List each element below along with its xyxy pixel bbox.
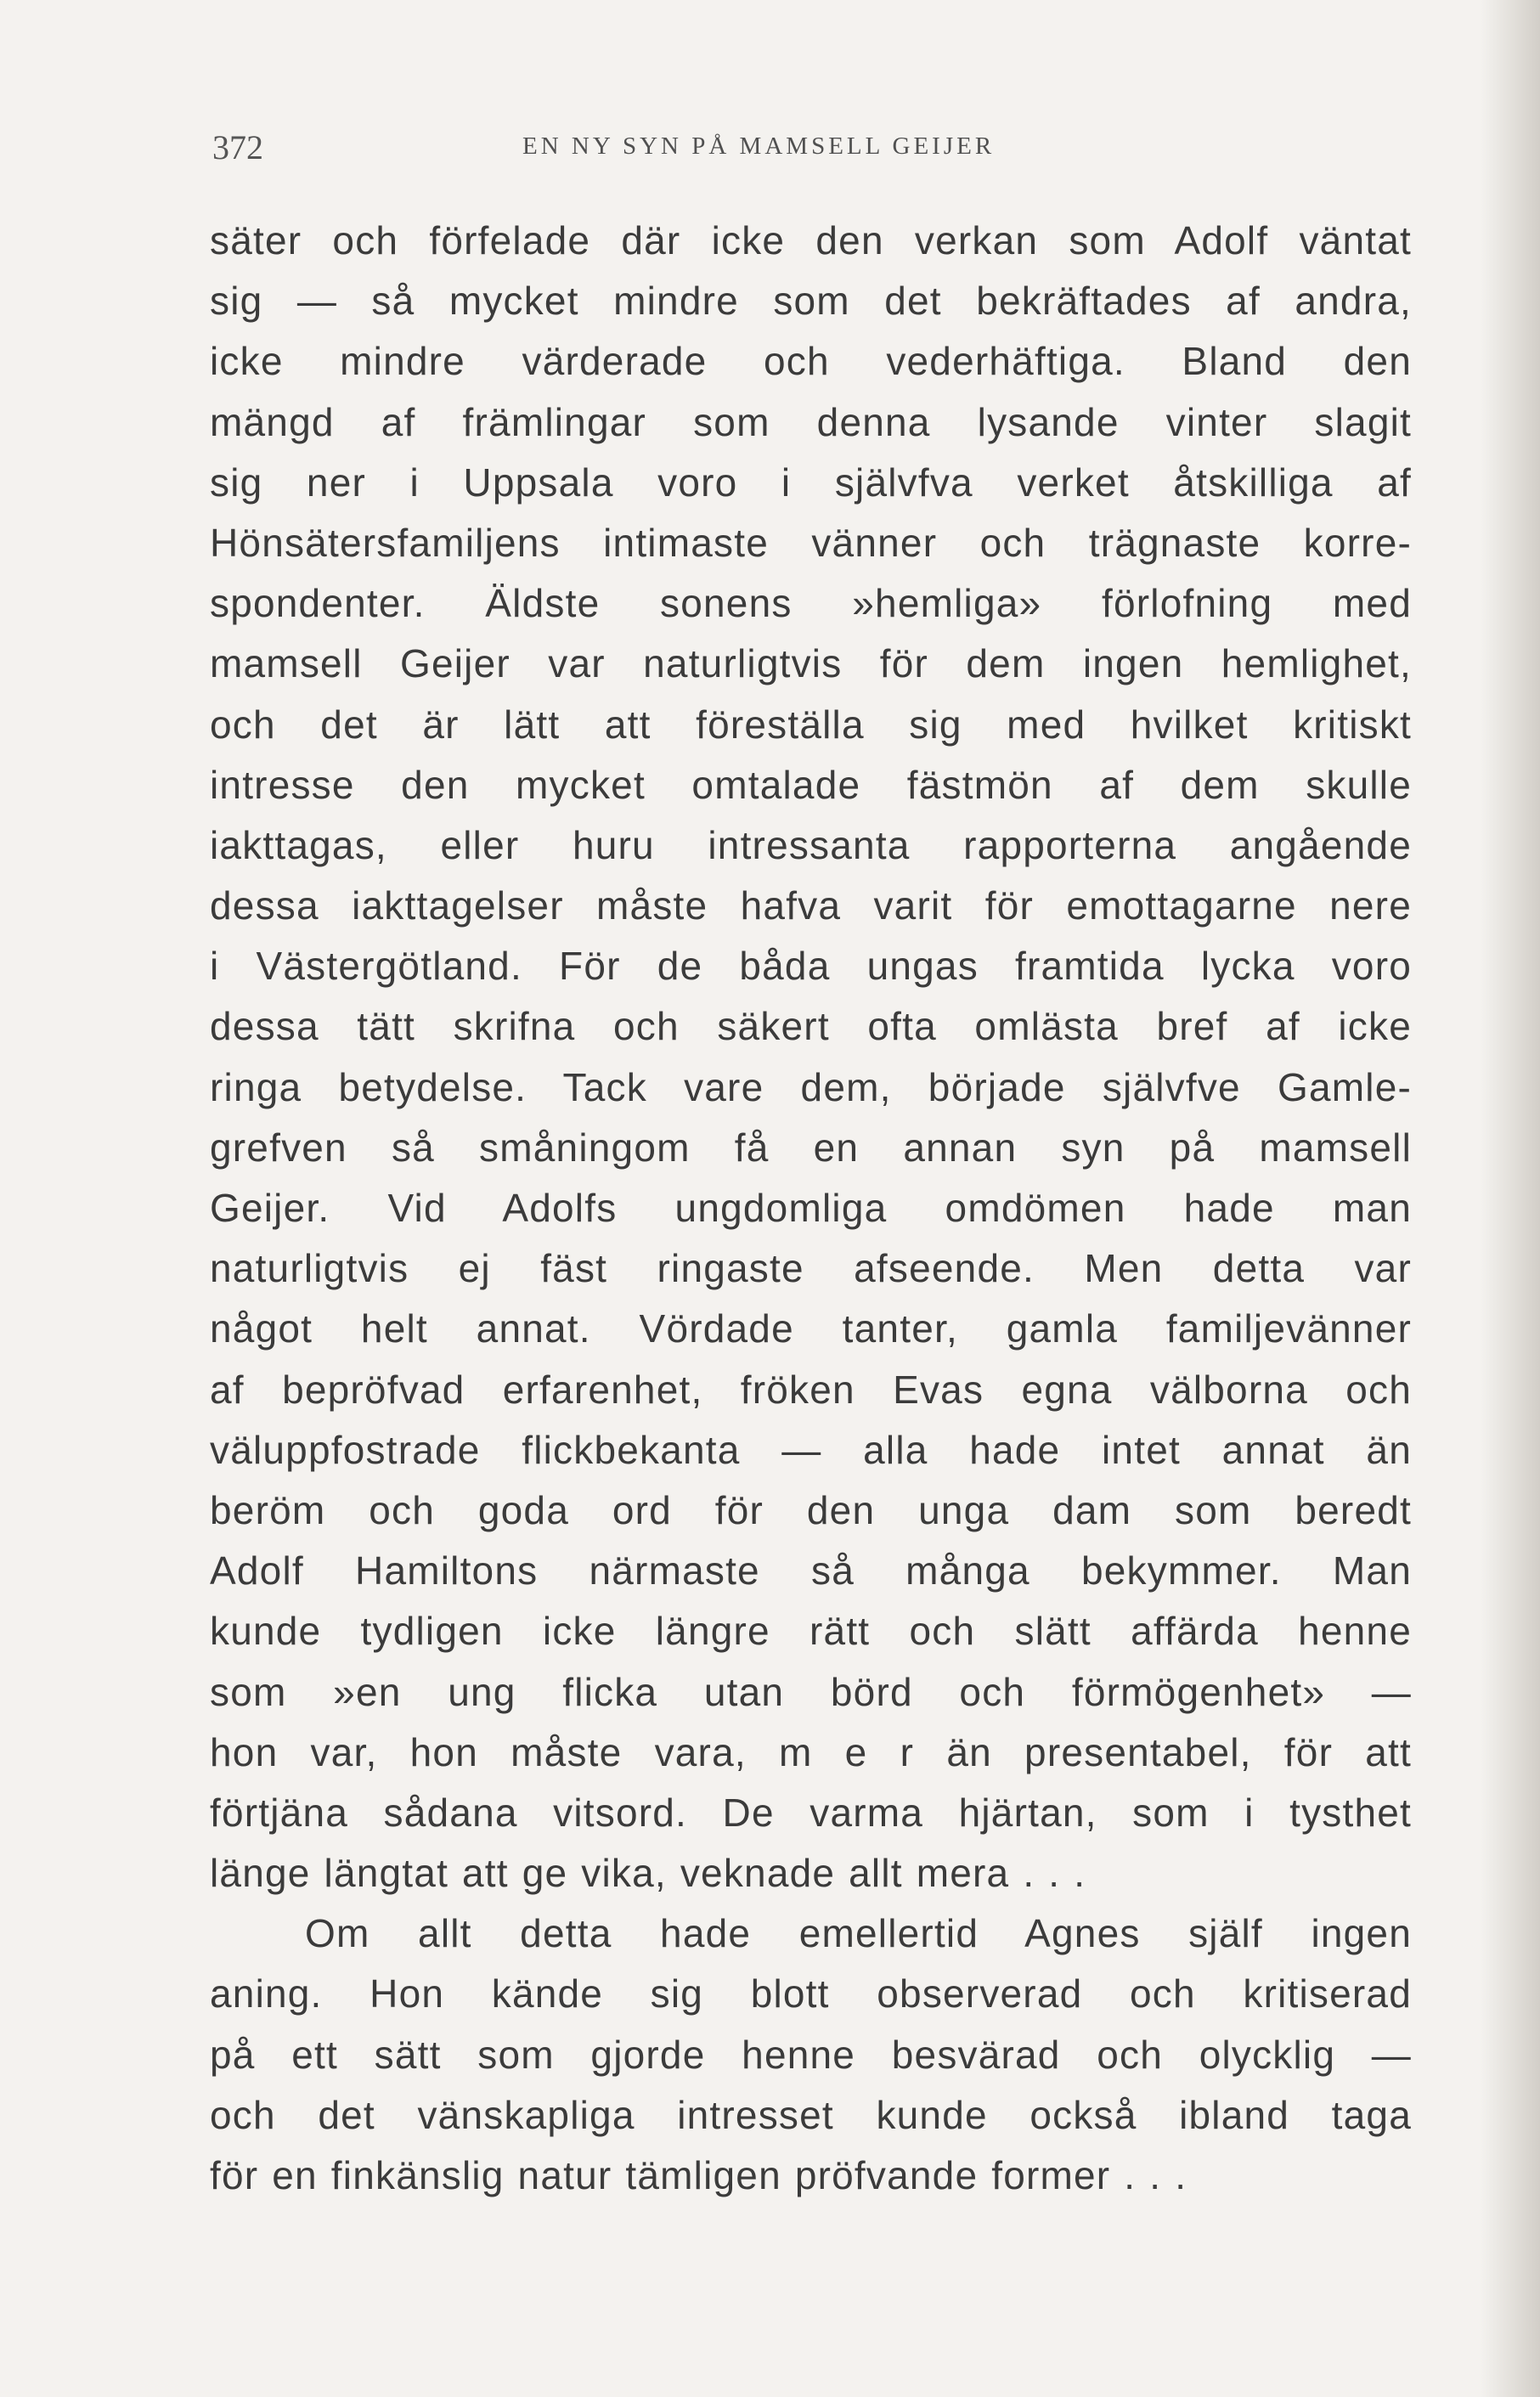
- text-line: länge längtat att ge vika, veknade allt mera . . .: [210, 1851, 1086, 1896]
- text-line: intresse den mycket omtalade fästmön af dem skulle: [210, 762, 1412, 807]
- running-head: EN NY SYN PÅ MAMSELL GEIJER: [522, 133, 996, 160]
- text-line: mamsell Geijer var naturligtvis för dem ingen hemlighet,: [210, 641, 1412, 686]
- text-line: Adolf Hamiltons närmaste så många bekymmer. Man: [210, 1548, 1412, 1593]
- page-number: 372: [212, 128, 263, 166]
- text-line: af bepröfvad erfarenhet, fröken Evas egna välborna och: [210, 1367, 1412, 1412]
- text-line: Geijer. Vid Adolfs ungdomliga omdömen hade man: [210, 1186, 1412, 1230]
- text-line: iakttagas, eller huru intressanta rapporterna angående: [210, 822, 1412, 867]
- paragraph-first-line: Om allt detta hade emellertid Agnes själf ingen: [305, 1911, 1412, 1956]
- text-line: hon var, hon måste vara, m e r än presentabel, för att: [210, 1729, 1412, 1774]
- text-line: sig — så mycket mindre som det bekräftades af andra,: [210, 279, 1412, 324]
- text-line: naturligtvis ej fäst ringaste afseende. Men detta var: [210, 1246, 1412, 1291]
- text-line: och det vänskapliga intresset kunde också ibland taga: [210, 2092, 1412, 2137]
- page-edge-shadow: [1481, 0, 1540, 2397]
- text-line: spondenter. Äldste sonens »hemliga» förlofning med: [210, 581, 1412, 626]
- text-line: icke mindre värderade och vederhäftiga. Bland den: [210, 339, 1412, 384]
- body-text: [210, 211, 1412, 2206]
- text-line: väluppfostrade flickbekanta — alla hade intet annat än: [210, 1427, 1412, 1472]
- text-line: för en finkänslig natur tämligen pröfvande former . . .: [210, 2153, 1187, 2197]
- page-header: [212, 127, 1410, 178]
- text-line: förtjäna sådana vitsord. De varma hjärtan, som i tysthet: [210, 1790, 1412, 1835]
- text-line: beröm och goda ord för den unga dam som beredt: [210, 1487, 1412, 1532]
- text-line: som »en ung flicka utan börd och förmögenhet» —: [210, 1669, 1412, 1714]
- text-line: i Västergötland. För de båda ungas framtida lycka voro: [210, 944, 1412, 989]
- text-line: kunde tydligen icke längre rätt och slätt affärda henne: [210, 1609, 1412, 1654]
- text-line: mängd af främlingar som denna lysande vinter slagit: [210, 399, 1412, 444]
- text-line: Hönsätersfamiljens intimaste vänner och trägnaste korre-: [210, 520, 1412, 565]
- text-line: och det är lätt att föreställa sig med hvilket kritiskt: [210, 702, 1412, 747]
- text-line: grefven så småningom få en annan syn på mamsell: [210, 1125, 1412, 1170]
- text-line: dessa iakttagelser måste hafva varit för emottagarne nere: [210, 883, 1412, 928]
- text-line: sig ner i Uppsala voro i självfva verket åtskilliga af: [210, 460, 1412, 505]
- text-line: aning. Hon kände sig blott observerad och kritiserad: [210, 1971, 1412, 2016]
- text-line: på ett sätt som gjorde henne besvärad och olycklig —: [210, 2032, 1412, 2077]
- text-line: något helt annat. Vördade tanter, gamla familjevänner: [210, 1306, 1412, 1351]
- text-line: säter och förfelade där icke den verkan som Adolf väntat: [210, 218, 1412, 262]
- text-line: dessa tätt skrifna och säkert ofta omlästa bref af icke: [210, 1004, 1412, 1049]
- text-line: ringa betydelse. Tack vare dem, började självfve Gamle-: [210, 1064, 1412, 1109]
